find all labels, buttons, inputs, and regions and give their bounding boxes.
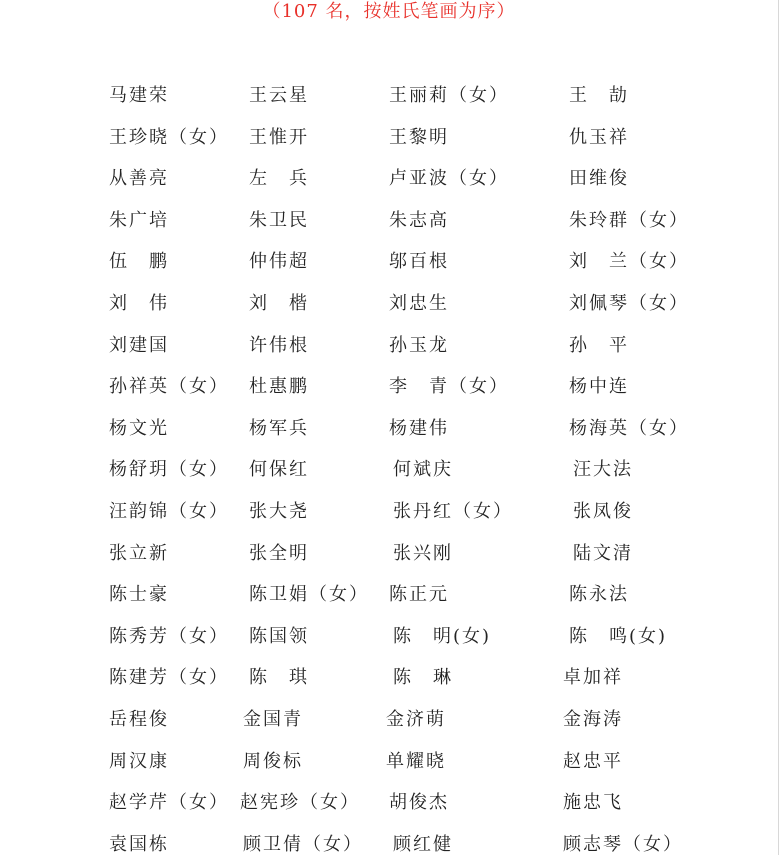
- name-entry: 朱卫民: [249, 209, 309, 231]
- name-entry: 王惟开: [249, 126, 309, 148]
- name-row: [0, 577, 778, 619]
- name-row: [0, 161, 778, 203]
- name-row: [0, 619, 778, 661]
- name-entry: 孙祥英（女）: [109, 376, 229, 398]
- name-entry: 赵学芹（女）: [109, 792, 229, 814]
- name-entry: 李 青（女）: [389, 376, 509, 398]
- name-entry: 左 兵: [249, 168, 309, 190]
- name-entry: 陈正元: [389, 584, 449, 606]
- name-entry: 刘建国: [109, 334, 169, 356]
- name-entry: 金海涛: [563, 708, 623, 730]
- name-entry: 杨海英（女）: [569, 417, 689, 439]
- name-entry: 刘忠生: [389, 292, 449, 314]
- name-row: [0, 452, 778, 494]
- name-entry: 汪大法: [573, 459, 633, 481]
- name-entry: 周俊标: [243, 750, 303, 772]
- name-entry: 孙 平: [569, 334, 629, 356]
- name-entry: 陈永法: [569, 584, 629, 606]
- name-entry: 邬百根: [389, 251, 449, 273]
- name-entry: 卓加祥: [563, 667, 623, 689]
- name-entry: 单耀晓: [386, 750, 446, 772]
- name-entry: 王黎明: [389, 126, 449, 148]
- name-row: [0, 244, 778, 286]
- name-entry: 张全明: [249, 542, 309, 564]
- name-row: [0, 827, 778, 868]
- name-entry: 陈秀芳（女）: [109, 625, 229, 647]
- name-entry: 刘佩琴（女）: [569, 292, 689, 314]
- name-entry: 杨建伟: [389, 417, 449, 439]
- name-row: [0, 494, 778, 536]
- name-entry: 从善亮: [109, 168, 169, 190]
- name-row: [0, 328, 778, 370]
- name-entry: 王云星: [249, 85, 309, 106]
- name-row: [0, 120, 778, 162]
- name-entry: 袁国栋: [109, 833, 169, 855]
- name-entry: 岳程俊: [109, 708, 169, 730]
- name-entry: 张凤俊: [573, 500, 633, 522]
- name-entry: 何保红: [249, 459, 309, 481]
- name-entry: 陈建芳（女）: [109, 667, 229, 689]
- name-entry: 陈 琪: [249, 667, 309, 689]
- name-entry: 何斌庆: [393, 459, 453, 481]
- name-entry: 张立新: [109, 542, 169, 564]
- name-entry: 王珍晓（女）: [109, 126, 229, 148]
- name-entry: 陈卫娟（女）: [249, 584, 369, 606]
- name-entry: 刘 兰（女）: [569, 251, 689, 273]
- name-row: [0, 203, 778, 245]
- name-entry: 卢亚波（女）: [389, 168, 509, 190]
- list-subtitle: （107 名，按姓氏笔画为序）: [262, 1, 516, 22]
- name-entry: 杨中连: [569, 376, 629, 398]
- name-entry: 胡俊杰: [389, 792, 449, 814]
- name-entry: 许伟根: [249, 334, 309, 356]
- name-entry: 张丹红（女）: [393, 500, 513, 522]
- page-edge-divider: [778, 0, 779, 855]
- name-entry: 张大尧: [249, 500, 309, 522]
- name-entry: 朱广培: [109, 209, 169, 231]
- name-entry: 顾卫倩（女）: [243, 833, 363, 855]
- name-row: [0, 78, 778, 120]
- name-entry: 伍 鹏: [109, 251, 169, 273]
- name-entry: 孙玉龙: [389, 334, 449, 356]
- name-row: [0, 702, 778, 744]
- name-entry: 顾红健: [393, 833, 453, 855]
- name-entry: 仇玉祥: [569, 126, 629, 148]
- name-entry: 赵宪珍（女）: [240, 792, 360, 814]
- name-entry: 陈 明(女): [393, 625, 492, 647]
- name-row: [0, 369, 778, 411]
- name-entry: 刘 楷: [249, 292, 309, 314]
- name-entry: 王 劼: [569, 85, 629, 106]
- name-entry: 朱玲群（女）: [569, 209, 689, 231]
- name-row: [0, 660, 778, 702]
- name-entry: 刘 伟: [109, 292, 169, 314]
- name-entry: 仲伟超: [249, 251, 309, 273]
- name-entry: 陈士豪: [109, 584, 169, 606]
- name-entry: 王丽莉（女）: [389, 85, 509, 106]
- name-entry: 田维俊: [569, 168, 629, 190]
- name-entry: 陆文清: [573, 542, 633, 564]
- name-entry: 马建荣: [109, 85, 169, 106]
- name-entry: 陈 琳: [393, 667, 453, 689]
- name-row: [0, 785, 778, 827]
- name-entry: 施忠飞: [563, 792, 623, 814]
- name-entry: 杨军兵: [249, 417, 309, 439]
- name-entry: 顾志琴（女）: [563, 833, 683, 855]
- name-entry: 张兴刚: [393, 542, 453, 564]
- name-entry: 杨舒玥（女）: [109, 459, 229, 481]
- name-entry: 陈 鸣(女): [569, 625, 668, 647]
- name-row: [0, 286, 778, 328]
- name-entry: 朱志高: [389, 209, 449, 231]
- name-entry: 周汉康: [109, 750, 169, 772]
- name-entry: 杜惠鹏: [249, 376, 309, 398]
- name-entry: 金济萌: [386, 708, 446, 730]
- name-row: [0, 411, 778, 453]
- name-row: [0, 744, 778, 786]
- name-entry: 赵忠平: [563, 750, 623, 772]
- name-entry: 陈国领: [249, 625, 309, 647]
- name-entry: 杨文光: [109, 417, 169, 439]
- name-entry: 金国青: [243, 708, 303, 730]
- name-row: [0, 536, 778, 578]
- name-list: [0, 78, 778, 868]
- name-entry: 汪韵锦（女）: [109, 500, 229, 522]
